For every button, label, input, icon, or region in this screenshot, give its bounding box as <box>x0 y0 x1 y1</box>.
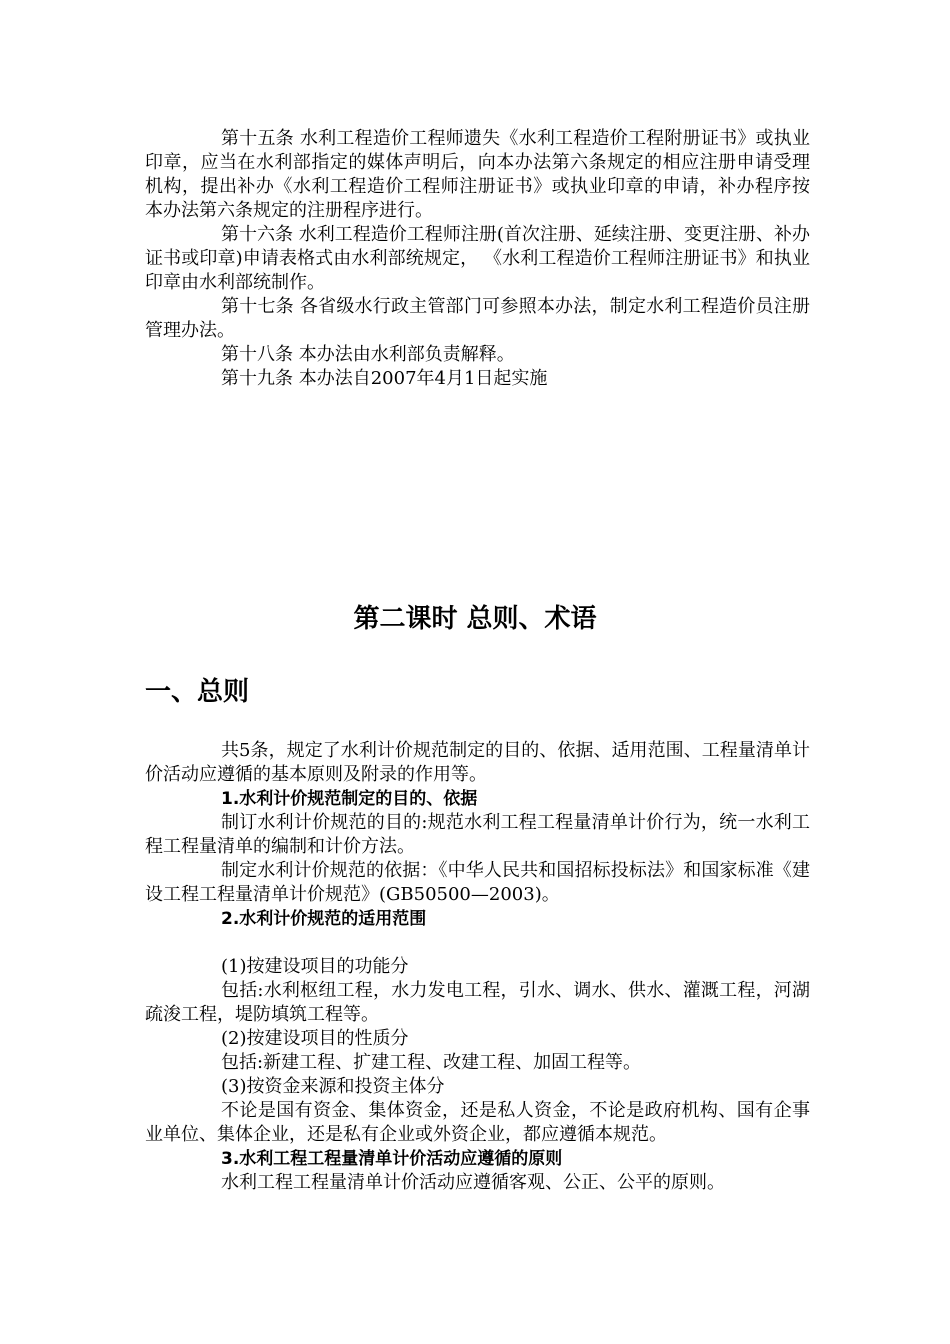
item1-heading: 1.水利计价规范制定的目的、依据 <box>221 789 478 809</box>
item2-sub3: (3)按资金来源和投资主体分 <box>221 1076 445 1097</box>
article-15: 第十五条 水利工程造价工程师遗失《水利工程造价工程附册证书》或执业印章，应当在水利部指定的媒体声明后，向本办法第六条规定的相应注册申请受理机构，提出补办《水利工程造价工程师注册证书》或执业印章的申请，补办程序按本办法第六条规定的注册程序进行。 <box>145 128 810 221</box>
general-provisions-body <box>145 739 810 1195</box>
item3-heading: 3.水利工程工程量清单计价活动应遵循的原则 <box>221 1149 563 1169</box>
item3-text: 水利工程工程量清单计价活动应遵循客观、公正、公平的原则。 <box>221 1172 725 1193</box>
item2-sub3-text: 不论是国有资金、集体资金，还是私人资金，不论是政府机构、国有企事业单位、集体企业，还是私有企业或外资企业，都应遵循本规范。 <box>145 1100 810 1145</box>
section-heading: 一、总则 <box>145 677 250 707</box>
item2-sub1: (1)按建设项目的功能分 <box>221 956 409 977</box>
item1-basis: 制定水利计价规范的依据：《中华人民共和国招标投标法》和国家标准《建设工程工程量清单计价规范》(GB50500—2003)。 <box>145 860 810 905</box>
regulation-articles <box>145 127 810 391</box>
item2-sub2: (2)按建设项目的性质分 <box>221 1028 409 1049</box>
blank-line <box>145 931 810 955</box>
article-17: 第十七条 各省级水行政主管部门可参照本办法，制定水利工程造价员注册管理办法。 <box>145 296 810 341</box>
item2-sub1-text: 包括:水利枢纽工程，水力发电工程，引水、调水、供水、灌溉工程，河湖疏浚工程，堤防填筑工程等。 <box>145 980 810 1025</box>
item2-sub2-text: 包括:新建工程、扩建工程、改建工程、加固工程等。 <box>221 1052 642 1073</box>
article-19: 第十九条 本办法自2007年4月1日起实施 <box>221 368 548 389</box>
item1-purpose: 制订水利计价规范的目的:规范水利工程工程量清单计价行为，统一水利工程工程量清单的编制和计价方法。 <box>145 812 810 857</box>
article-18: 第十八条 本办法由水利部负责解释。 <box>221 344 515 365</box>
lesson-title: 第二课时 总则、术语 <box>353 604 597 634</box>
article-16: 第十六条 水利工程造价工程师注册(首次注册、延续注册、变更注册、补办证书或印章)申请表格式由水利部统规定， 《水利工程造价工程师注册证书》和执业印章由水利部统制作。 <box>145 224 810 293</box>
intro-paragraph: 共5条，规定了水利计价规范制定的目的、依据、适用范围、工程量清单计价活动应遵循的基本原则及附录的作用等。 <box>145 740 810 785</box>
item2-heading: 2.水利计价规范的适用范围 <box>221 909 427 929</box>
